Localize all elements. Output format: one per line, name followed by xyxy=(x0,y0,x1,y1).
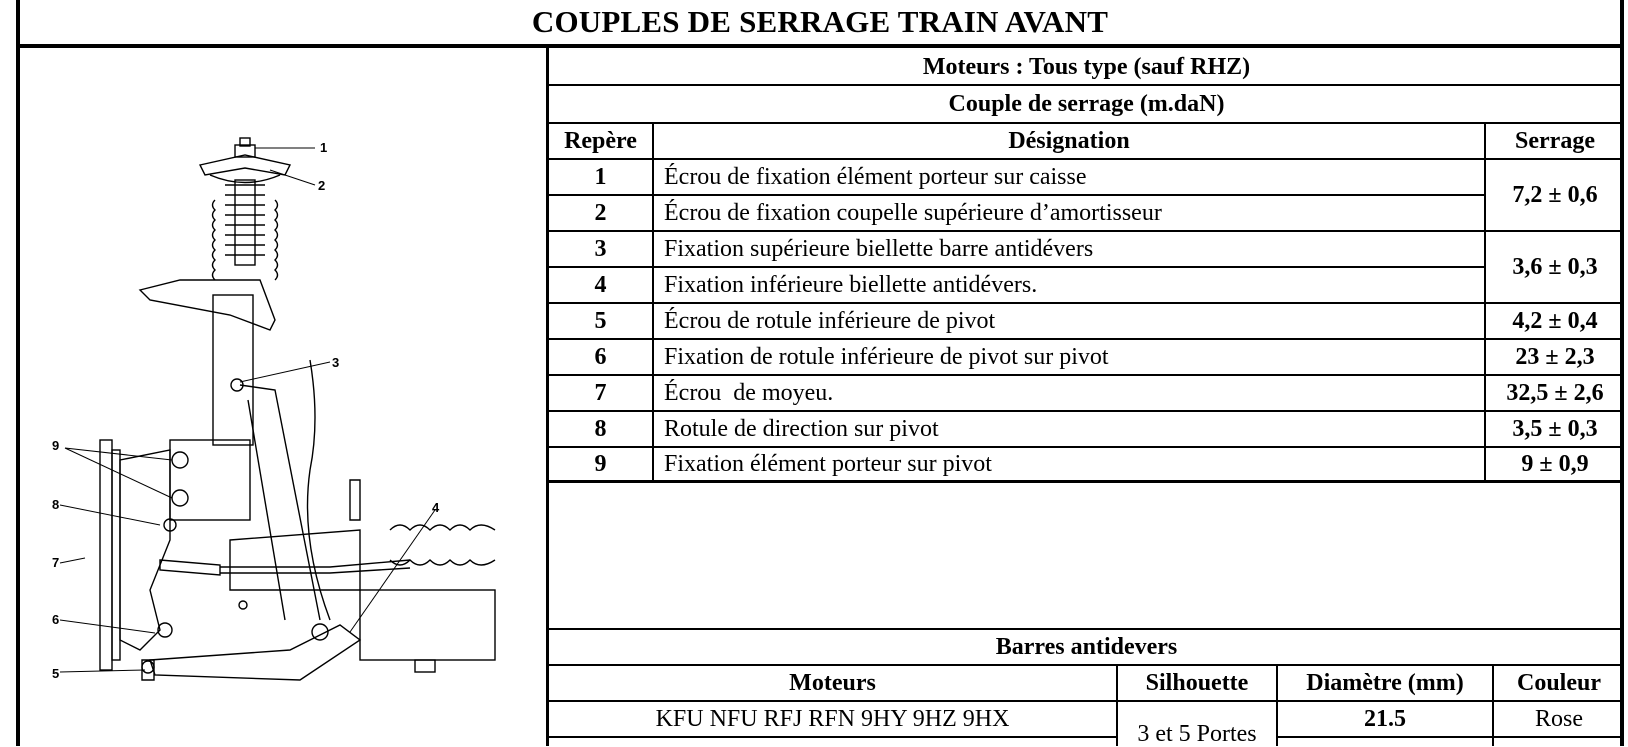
callout-5: 5 xyxy=(52,666,60,681)
strut-spring xyxy=(225,180,265,265)
row-designation: Rotule de direction sur pivot xyxy=(664,416,939,442)
torque-value: 3,6 ± 0,3 xyxy=(1512,254,1598,280)
strut-top-mount xyxy=(200,138,290,183)
callout-2: 2 xyxy=(318,178,326,193)
column-header-torque: Serrage xyxy=(1515,128,1595,154)
torque-value: 32,5 ± 2,6 xyxy=(1506,380,1604,406)
row-ref: 1 xyxy=(594,164,607,190)
row-designation: Écrou de rotule inférieure de pivot xyxy=(664,308,996,334)
antiroll-silhouette: 3 et 5 Portes xyxy=(1137,721,1257,747)
row-ref: 4 xyxy=(594,272,607,298)
lower-arm xyxy=(150,624,360,680)
left-border xyxy=(16,0,20,746)
torque-value: 4,2 ± 0,4 xyxy=(1512,308,1598,334)
front-suspension-diagram xyxy=(30,120,530,720)
torque-value: 23 ± 2,3 xyxy=(1515,344,1595,370)
row-designation: Écrou de moyeu. xyxy=(664,380,834,406)
row-designation: Fixation de rotule inférieure de pivot sur pivot xyxy=(664,344,1109,370)
callout-9: 9 xyxy=(52,438,60,453)
column-header-color: Couleur xyxy=(1517,670,1601,696)
row-ref: 2 xyxy=(594,200,607,226)
column-header-diameter: Diamètre (mm) xyxy=(1306,670,1464,696)
column-header-engines: Moteurs xyxy=(789,670,876,696)
row-designation: Écrou de fixation élément porteur sur caisse xyxy=(664,164,1087,190)
row-ref: 6 xyxy=(594,344,607,370)
torque-value: 3,5 ± 0,3 xyxy=(1512,416,1598,442)
callout-7: 7 xyxy=(52,555,60,570)
antiroll-link xyxy=(231,360,330,620)
antiroll-engines: KFU NFU RFJ RFN 9HY 9HZ 9HX xyxy=(655,706,1010,732)
row-designation: Fixation inférieure biellette antidévers. xyxy=(664,272,1038,298)
hub-knuckle xyxy=(100,440,188,680)
page-title: COUPLES DE SERRAGE TRAIN AVANT xyxy=(16,0,1624,48)
row-ref: 7 xyxy=(594,380,607,406)
engines-header: Moteurs : Tous type (sauf RHZ) xyxy=(922,54,1251,80)
row-ref: 9 xyxy=(594,451,607,477)
column-header-designation: Désignation xyxy=(1008,128,1130,154)
row-ref: 3 xyxy=(594,236,607,262)
tie-rod xyxy=(160,560,410,575)
antiroll-title: Barres antidevers xyxy=(995,634,1178,660)
row-designation: Fixation supérieure biellette barre antidévers xyxy=(664,236,1094,262)
strut-bellows xyxy=(213,200,278,280)
strut-body xyxy=(140,280,275,520)
column-header-ref: Repère xyxy=(564,128,637,154)
torque-value: 9 ± 0,9 xyxy=(1521,451,1589,477)
callout-8: 8 xyxy=(52,497,60,512)
row-ref: 5 xyxy=(594,308,607,334)
antiroll-color: Rose xyxy=(1535,706,1583,732)
row-designation: Écrou de fixation coupelle supérieure d’amortisseur xyxy=(664,200,1162,226)
torque-value: 7,2 ± 0,6 xyxy=(1512,182,1598,208)
antiroll-diameter: 21.5 xyxy=(1364,706,1406,732)
column-header-silhouette: Silhouette xyxy=(1145,670,1249,696)
row-ref: 8 xyxy=(594,416,607,442)
callout-6: 6 xyxy=(52,612,60,627)
callout-4: 4 xyxy=(432,500,440,515)
unit-header: Couple de serrage (m.daN) xyxy=(948,91,1225,117)
steering-rack xyxy=(230,480,495,672)
callout-numbers xyxy=(52,140,440,681)
callout-leaders xyxy=(60,148,435,672)
callout-1: 1 xyxy=(320,140,328,155)
callout-3: 3 xyxy=(332,355,340,370)
row-designation: Fixation élément porteur sur pivot xyxy=(664,451,992,477)
